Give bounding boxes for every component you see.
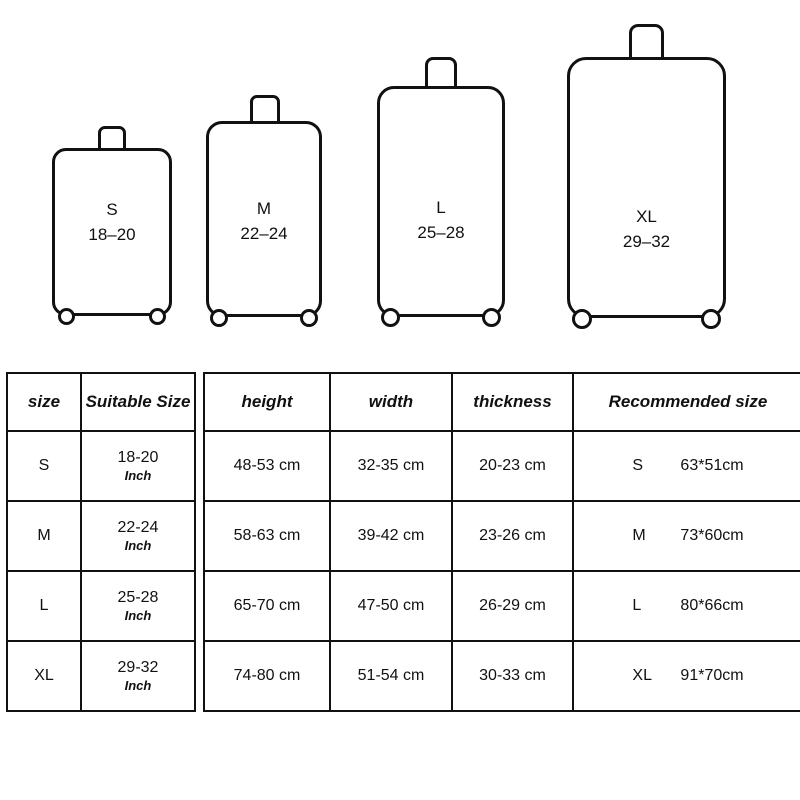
suitcase-l (377, 86, 505, 317)
table-row (7, 641, 195, 711)
suitable-cell (81, 641, 195, 711)
width-cell: 47-50 cm (330, 571, 452, 641)
suitcase-m-handle (250, 95, 280, 123)
dimensions-table (203, 372, 800, 712)
suitcase-l-range-label: 25‒28 (417, 222, 465, 242)
suitcase-xl-handle (629, 24, 664, 59)
suitcase-s-wheel-right (149, 308, 166, 325)
size-cell: S (7, 431, 81, 501)
suitcase-l-wheel-left (381, 308, 400, 327)
suitable-cell (81, 571, 195, 641)
suitcase-xl (567, 57, 726, 318)
table-row (7, 501, 195, 571)
suitcase-xl-wheel-right (701, 309, 721, 329)
recommended-size-code: S (632, 457, 644, 474)
recommended-size-value: 80*66cm (680, 597, 744, 614)
recommended-size-value: 91*70cm (680, 667, 744, 684)
dimensions-header-height: height (204, 373, 330, 431)
suitcase-m (206, 121, 322, 317)
width-cell: 51-54 cm (330, 641, 452, 711)
suitable-value: 25-28 (117, 589, 159, 606)
suitcase-l-wheel-right (482, 308, 501, 327)
suitcase-s-size-label: S (106, 200, 118, 219)
suitable-value: 29-32 (117, 659, 159, 676)
suitcase-xl-body (567, 57, 726, 318)
height-cell: 65-70 cm (204, 571, 330, 641)
size-cell: L (7, 571, 81, 641)
dimensions-header-recommended-size: Recommended size (573, 373, 800, 431)
table-row (204, 501, 800, 571)
suitcase-s-body (52, 148, 172, 316)
suitcase-m-range-label: 22‒24 (240, 223, 288, 243)
recommended-size-code: M (632, 527, 646, 544)
suitcase-s-wheel-left (58, 308, 75, 325)
table-row (204, 431, 800, 501)
width-cell: 32-35 cm (330, 431, 452, 501)
suitcase-l-body (377, 86, 505, 317)
table-row (204, 571, 800, 641)
suitable-value: 18-20 (117, 449, 159, 466)
recommended-size-cell (573, 641, 800, 711)
suitcase-s (52, 148, 172, 316)
size-cell: M (7, 501, 81, 571)
suitcase-m-wheel-right (300, 309, 318, 327)
size-table (6, 372, 196, 712)
size-table-header-row (7, 373, 195, 431)
size-cell: XL (7, 641, 81, 711)
thickness-cell: 26-29 cm (452, 571, 573, 641)
dimensions-header-width: width (330, 373, 452, 431)
suitcase-l-handle (425, 57, 457, 88)
suitcase-m-body (206, 121, 322, 317)
suitable-unit: Inch (124, 608, 152, 623)
thickness-cell: 20-23 cm (452, 431, 573, 501)
recommended-size-cell (573, 571, 800, 641)
size-table-header-size: size (7, 373, 81, 431)
luggage-illustration-row (0, 0, 800, 355)
suitcase-l-size-label: L (436, 198, 446, 217)
recommended-size-cell (573, 431, 800, 501)
suitcase-s-range-label: 18‒20 (88, 224, 136, 244)
height-cell: 48-53 cm (204, 431, 330, 501)
recommended-size-value: 73*60cm (680, 527, 744, 544)
suitcase-xl-range-label: 29‒32 (622, 231, 671, 251)
recommended-size-code: XL (632, 667, 652, 684)
table-row (7, 431, 195, 501)
suitable-value: 22-24 (117, 519, 159, 536)
suitable-unit: Inch (124, 538, 152, 553)
suitable-unit: Inch (124, 468, 152, 483)
dimensions-table-header-row (204, 373, 800, 431)
height-cell: 74-80 cm (204, 641, 330, 711)
width-cell: 39-42 cm (330, 501, 452, 571)
size-table-header-suitable: Suitable Size (81, 373, 195, 431)
recommended-size-code: L (632, 597, 642, 614)
height-cell: 58-63 cm (204, 501, 330, 571)
table-row (204, 641, 800, 711)
thickness-cell: 23-26 cm (452, 501, 573, 571)
suitcase-m-wheel-left (210, 309, 228, 327)
recommended-size-value: 63*51cm (680, 457, 744, 474)
suitable-cell (81, 501, 195, 571)
suitcase-s-handle (98, 126, 126, 150)
thickness-cell: 30-33 cm (452, 641, 573, 711)
suitcase-m-size-label: M (256, 199, 272, 218)
recommended-size-cell (573, 501, 800, 571)
dimensions-header-thickness: thickness (452, 373, 573, 431)
suitcase-xl-wheel-left (572, 309, 592, 329)
suitable-unit: Inch (124, 678, 152, 693)
suitcase-xl-size-label: XL (636, 207, 657, 226)
table-row (7, 571, 195, 641)
suitable-cell (81, 431, 195, 501)
